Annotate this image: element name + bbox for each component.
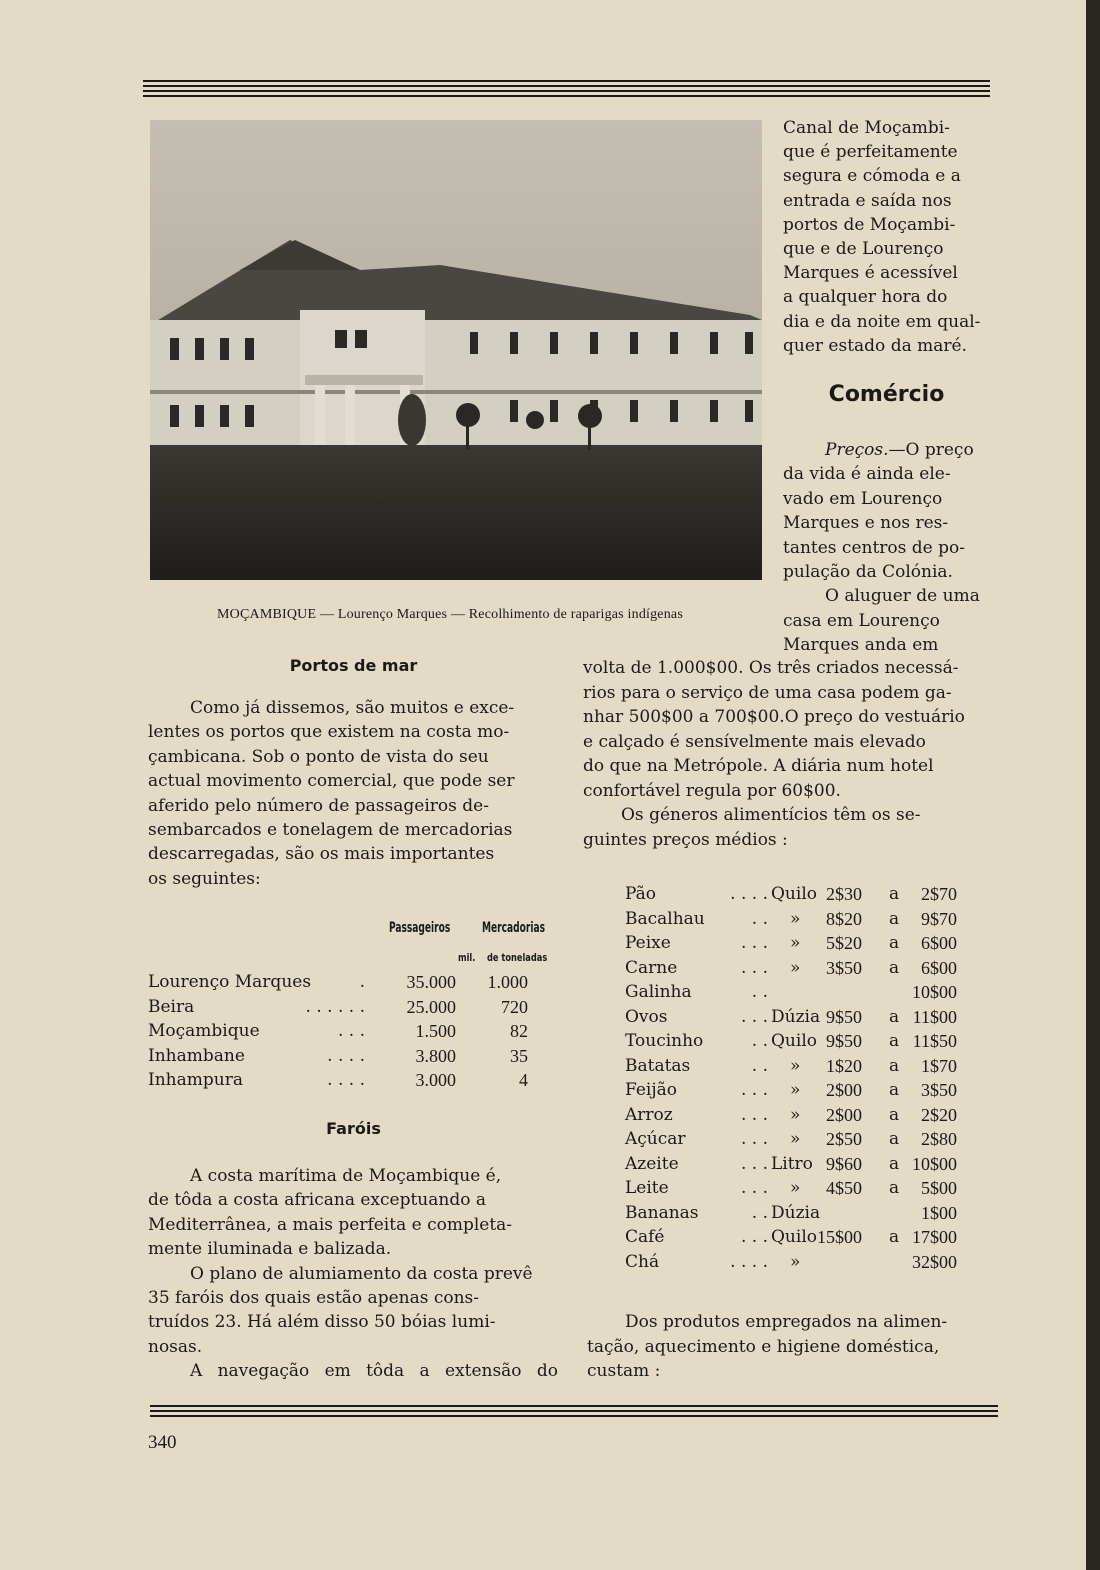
price-item: Açúcar (625, 1129, 686, 1149)
price-sep: a (889, 1006, 900, 1027)
port-passengers: 1.500 (415, 1021, 456, 1041)
table-row (625, 1031, 965, 1056)
price-min: 5$20 (826, 933, 862, 953)
precos-paragraph (783, 438, 990, 658)
price-unit: Quilo (771, 884, 817, 904)
text-line: dia e da noite em qual- (783, 311, 981, 332)
price-sep: a (889, 908, 900, 929)
price-unit: » (790, 1129, 801, 1149)
price-item: Batatas (625, 1055, 691, 1076)
price-unit: » (790, 957, 801, 978)
text-line: a qualquer hora do (783, 287, 948, 308)
table-row (148, 1021, 560, 1046)
price-unit: » (790, 908, 801, 929)
price-item: Café (625, 1227, 665, 1247)
price-min: 2$00 (826, 1104, 862, 1125)
price-item: Bacalhau (625, 908, 705, 929)
price-max: 2$80 (921, 1129, 957, 1149)
port-cargo: 4 (519, 1070, 528, 1090)
price-min: 9$50 (826, 1031, 862, 1051)
header-unit-b: de toneladas (487, 951, 548, 964)
price-item: Arroz (625, 1104, 673, 1125)
price-item: Bananas (625, 1202, 699, 1223)
text-line: os seguintes: (148, 868, 261, 889)
text-line: segura e cómoda e a (783, 166, 961, 187)
building-photo-drawing (150, 120, 762, 580)
text-line: casa em Lourenço (783, 610, 940, 631)
table-row (625, 1129, 965, 1154)
text-line: Canal de Moçambi- (783, 118, 950, 138)
price-dots: . . . (740, 1227, 768, 1247)
price-sep: a (889, 1104, 900, 1125)
text-line: Como já dissemos, são muitos e exce- (190, 698, 515, 718)
port-dots: . . . . . . (305, 996, 365, 1017)
table-row (148, 997, 560, 1022)
price-max: 32$00 (912, 1251, 957, 1272)
price-max: 11$00 (912, 1006, 957, 1027)
port-cargo: 1.000 (487, 972, 528, 992)
port-name: Inhambane (148, 1045, 245, 1066)
price-max: 1$70 (921, 1055, 957, 1076)
price-max: 3$50 (921, 1080, 957, 1100)
table-row (148, 1070, 560, 1095)
price-min: 2$50 (826, 1129, 862, 1149)
text-line: A costa marítima de Moçambique é, (190, 1166, 502, 1186)
table-row (625, 982, 965, 1007)
text-line: Mediterrânea, a mais perfeita e completa- (148, 1214, 513, 1235)
text-line: sembarcados e tonelagem de mercadorias (148, 820, 513, 841)
text-line: Marques anda em (783, 635, 939, 656)
header-cargo: Mercadorias (482, 920, 545, 936)
header-unit-a: mil. (458, 951, 476, 964)
building-photo (150, 120, 762, 580)
precos-first-text: —O preço (888, 440, 974, 460)
text-line: pulação da Colónia. (783, 562, 953, 583)
price-unit: » (790, 933, 801, 953)
price-max: 2$20 (921, 1104, 957, 1125)
heading-comercio: Comércio (828, 382, 945, 407)
text-line: tação, aquecimento e higiene doméstica, (587, 1336, 940, 1357)
heading-farois: Faróis (326, 1119, 381, 1138)
text-line: confortável regula por 60$00. (583, 780, 841, 801)
price-dots: . . . (740, 1006, 768, 1027)
precos-first-line (783, 438, 990, 462)
port-passengers: 35.000 (406, 972, 456, 992)
table-row (625, 884, 965, 909)
price-dots: . . . (740, 933, 768, 953)
text-line: quer estado da maré. (783, 335, 967, 356)
table-row (625, 933, 965, 958)
price-unit: Dúzia (771, 1202, 821, 1223)
price-min: 9$50 (826, 1006, 862, 1027)
text-line: volta de 1.000$00. Os três criados necessá- (583, 658, 959, 678)
table-row (625, 1154, 965, 1179)
text-line: Marques e nos res- (783, 513, 949, 534)
price-unit: » (790, 1104, 801, 1125)
text-line: que é perfeitamente (783, 142, 958, 163)
ports-paragraph (148, 696, 558, 891)
price-dots: . . (751, 982, 768, 1002)
port-passengers: 3.800 (415, 1045, 456, 1066)
price-min: 8$20 (826, 908, 862, 929)
text-line: Os géneros alimentícios têm os se- (621, 805, 921, 825)
price-dots: . . . (740, 957, 768, 978)
price-item: Azeite (625, 1153, 679, 1174)
price-max: 10$00 (912, 1153, 957, 1174)
precos-label: Preços. (825, 440, 889, 460)
text-line: que e de Lourenço (783, 239, 944, 260)
price-max: 11$50 (912, 1031, 957, 1051)
port-name: Moçambique (148, 1021, 260, 1041)
price-unit: Dúzia (771, 1006, 821, 1027)
top-rule (143, 80, 990, 98)
price-dots: . . . (740, 1080, 768, 1100)
port-dots: . . . . (327, 1045, 365, 1066)
text-line: O aluguer de uma (825, 586, 980, 607)
heading-portos: Portos de mar (289, 656, 418, 675)
price-max: 1$00 (921, 1202, 957, 1223)
price-unit: Litro (771, 1153, 813, 1174)
photo-caption: MOÇAMBIQUE — Lourenço Marques — Recolhimento de raparigas indígenas (217, 607, 683, 622)
final-paragraph (587, 1310, 997, 1384)
text-line: do que na Metrópole. A diária num hotel (583, 756, 934, 776)
text-line: A navegação em tôda a extensão do (190, 1361, 558, 1382)
price-min: 2$30 (826, 884, 862, 904)
price-item: Toucinho (625, 1031, 704, 1051)
table-row (625, 1178, 965, 1203)
price-unit: » (790, 1080, 801, 1100)
table-row (625, 1227, 965, 1252)
page-edge (1086, 0, 1100, 1570)
table-row (625, 1056, 965, 1081)
price-dots: . . (751, 1031, 768, 1051)
text-line: custam : (587, 1361, 661, 1381)
price-item: Pão (625, 884, 657, 904)
text-line: nhar 500$00 a 700$00.O preço do vestuário (583, 707, 965, 727)
text-line: vado em Lourenço (783, 488, 943, 509)
text-line: lentes os portos que existem na costa mo- (148, 722, 510, 743)
price-dots: . . . . (730, 1251, 768, 1272)
text-line: tantes centros de po- (783, 537, 965, 558)
page-number: 340 (148, 1432, 177, 1453)
price-max: 10$00 (912, 982, 957, 1002)
price-sep: a (889, 1055, 900, 1076)
price-sep: a (889, 1178, 900, 1198)
text-line: portos de Moçambi- (783, 214, 956, 235)
price-dots: . . . (740, 1104, 768, 1125)
port-passengers: 3.000 (415, 1070, 456, 1090)
text-line: 35 faróis dos quais estão apenas cons- (148, 1288, 480, 1309)
price-sep: a (889, 1227, 900, 1247)
text-line: entrada e saída nos (783, 190, 952, 211)
price-unit: » (790, 1055, 801, 1076)
table-row (148, 1046, 560, 1071)
table-row (148, 972, 560, 997)
bottom-rule (150, 1405, 998, 1419)
price-item: Peixe (625, 933, 671, 953)
price-sep: a (889, 933, 900, 953)
text-line: aferido pelo número de passageiros de- (148, 795, 489, 816)
price-unit: » (790, 1251, 801, 1272)
price-dots: . . . . (730, 884, 768, 904)
price-max: 6$00 (921, 933, 957, 953)
price-min: 15$00 (817, 1227, 862, 1247)
price-dots: . . . (740, 1153, 768, 1174)
price-item: Galinha (625, 982, 692, 1002)
price-sep: a (889, 884, 900, 904)
text-line: Marques é acessível (783, 263, 958, 284)
price-min: 3$50 (826, 957, 862, 978)
text-line: actual movimento comercial, que pode ser (148, 771, 515, 792)
right-intro-text (783, 116, 990, 358)
price-min: 9$60 (826, 1153, 862, 1174)
price-item: Chá (625, 1251, 660, 1272)
price-dots: . . (751, 908, 768, 929)
table-row (625, 909, 965, 934)
price-min: 1$20 (826, 1055, 862, 1076)
price-unit: Quilo (771, 1031, 817, 1051)
text-line: truídos 23. Há além disso 50 bóias lumi- (148, 1312, 496, 1333)
port-name: Beira (148, 996, 195, 1017)
port-name: Inhampura (148, 1070, 243, 1090)
table-row (625, 1252, 965, 1277)
text-line: e calçado é sensívelmente mais elevado (583, 731, 926, 752)
header-passengers: Passageiros (389, 920, 451, 936)
text-line: nosas. (148, 1336, 203, 1357)
price-sep: a (889, 1153, 900, 1174)
port-dots: . . . . (327, 1070, 365, 1090)
price-max: 9$70 (921, 908, 957, 929)
price-dots: . . (751, 1202, 768, 1223)
price-min: 2$00 (826, 1080, 862, 1100)
price-min: 4$50 (826, 1178, 862, 1198)
price-sep: a (889, 1080, 900, 1100)
port-passengers: 25.000 (406, 996, 456, 1017)
price-max: 5$00 (921, 1178, 957, 1198)
text-line: guintes preços médios : (583, 829, 788, 850)
price-max: 17$00 (912, 1227, 957, 1247)
farois-paragraph (148, 1164, 558, 1384)
port-cargo: 82 (510, 1021, 528, 1041)
port-cargo: 35 (510, 1045, 528, 1066)
price-dots: . . . (740, 1129, 768, 1149)
text-line: O plano de alumiamento da costa prevê (190, 1263, 533, 1284)
table-row (625, 1080, 965, 1105)
text-line: çambicana. Sob o ponto de vista do seu (148, 746, 489, 767)
price-unit: » (790, 1178, 801, 1198)
price-dots: . . . (740, 1178, 768, 1198)
price-item: Ovos (625, 1006, 668, 1027)
price-max: 2$70 (921, 884, 957, 904)
table-row (625, 1105, 965, 1130)
price-item: Feijão (625, 1080, 678, 1100)
port-cargo: 720 (501, 996, 528, 1017)
text-line: mente iluminada e balizada. (148, 1239, 392, 1260)
text-line: da vida é ainda ele- (783, 464, 951, 485)
table-row (625, 1203, 965, 1228)
price-item: Carne (625, 957, 678, 978)
port-dots: . (359, 972, 365, 992)
price-sep: a (889, 1031, 900, 1051)
price-item: Leite (625, 1178, 669, 1198)
price-sep: a (889, 1129, 900, 1149)
table-row (625, 1007, 965, 1032)
port-dots: . . . (337, 1021, 365, 1041)
table-row (625, 958, 965, 983)
price-sep: a (889, 957, 900, 978)
text-line: rios para o serviço de uma casa podem ga- (583, 682, 952, 703)
price-unit: Quilo (771, 1227, 817, 1247)
price-dots: . . (751, 1055, 768, 1076)
price-max: 6$00 (921, 957, 957, 978)
text-line: descarregadas, são os mais importantes (148, 844, 495, 865)
precos-paragraph-wide (583, 656, 993, 852)
text-line: Dos produtos empregados na alimen- (625, 1312, 948, 1332)
text-line: de tôda a costa africana exceptuando a (148, 1190, 486, 1211)
port-name: Lourenço Marques (148, 972, 312, 992)
